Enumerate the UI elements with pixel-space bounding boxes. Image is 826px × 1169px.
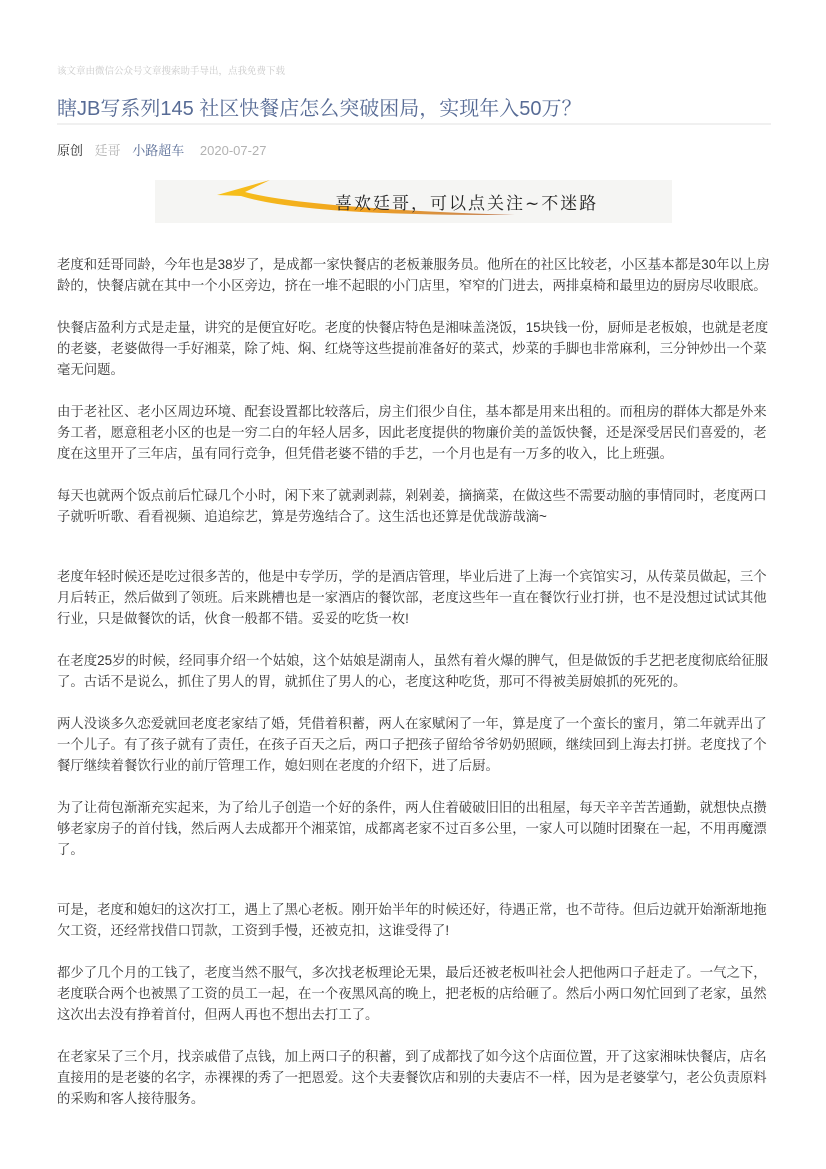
account-link[interactable]: 小路超车 [132,143,185,158]
paragraph-line: 由于老社区、老小区周边环境、配套设置都比较落后，房主们很少自住，基本都是用来出租的。而租房的群体大都是外来 [57,404,767,419]
paragraph-line: 的老婆，老婆做得一手好湘菜，除了炖、焖、红烧等这些提前准备好的菜式，炒菜的手脚也非常麻利，三分钟炒出一个菜 [57,341,767,356]
export-notice-link[interactable]: 该文章由微信公众号文章搜索助手导出，点我免费下载 [57,66,286,77]
paragraph-line: 务工者，愿意租老小区的也是一穷二白的年轻人居多，因此老度提供的物廉价美的盖饭快餐，还是深受居民们喜爱的，老 [57,425,767,440]
author-name: 廷哥 [94,143,121,158]
paragraph [57,485,773,527]
article-meta [57,140,274,159]
follow-banner-image [155,180,672,223]
paragraph-line: 每天也就两个饭点前后忙碌几个小时，闲下来了就剥剥蒜，剁剁姜，摘摘菜，在做这些不需要动脑的事情同时，老度两口 [57,488,767,503]
paragraph [57,713,773,776]
paragraph-line: 在老度25岁的时候，经同事介绍一个姑娘，这个姑娘是湖南人，虽然有着火爆的脾气，但是做饭的手艺把老度彻底给征服 [57,653,769,668]
paragraph-line: 了。古话不是说么，抓住了男人的胃，就抓住了男人的心，老度这种吃货，那可不得被美厨娘抓的死死的。 [57,674,687,689]
paragraph [57,899,773,941]
paragraph-line: 老度年轻时候还是吃过很多苦的，他是中专学历，学的是酒店管理，毕业后进了上海一个宾馆实习，从传菜员做起，三个 [57,569,767,584]
paragraph [57,650,773,692]
paragraph-line: 了。 [57,842,84,857]
paragraph-line: 在老家呆了三个月，找亲戚借了点钱，加上两口子的积蓄，到了成都找了如今这个店面位置，开了这家湘味快餐店，店名 [57,1049,767,1064]
paragraph-line: 龄的，快餐店就在其中一个小区旁边，挤在一堆不起眼的小门店里，窄窄的门进去，两排桌椅和最里边的厨房尽收眼底。 [57,278,767,293]
paragraph-line: 这次出去没有挣着首付，但两人再也不想出去打工了。 [57,1007,379,1022]
paragraph-line: 两人没谈多久恋爱就回老度老家结了婚，凭借着积蓄，两人在家赋闲了一年，算是度了一个蛮长的蜜月，第二年就弄出了 [57,716,767,731]
paragraph-line: 一个儿子。有了孩子就有了责任，在孩子百天之后，两口子把孩子留给爷爷奶奶照顾，继续回到上海去打拼。老度找了个 [57,737,767,752]
title-divider [57,123,771,125]
paragraph [57,254,773,296]
original-badge: 原创 [57,143,84,158]
paragraph-line: 可是，老度和媳妇的这次打工，遇上了黑心老板。刚开始半年的时候还好，待遇正常，也不苛待。但后边就开始渐渐地拖 [57,902,767,917]
empty-paragraph-spacer [57,548,773,566]
paragraph [57,401,773,464]
paragraph-line: 行业，只是做餐饮的话，伙食一般都不错。妥妥的吃货一枚! [57,611,409,626]
paragraph-line: 够老家房子的首付钱，然后两人去成都开个湘菜馆，成都离老家不过百多公里，一家人可以随时团聚在一起，不用再魔漂 [57,821,767,836]
banner-text: 喜欢廷哥，可以点关注~不迷路 [335,194,599,214]
paragraph-line: 欠工资，还经常找借口罚款，工资到手慢，还被克扣，这谁受得了! [57,923,450,938]
paragraph [57,1046,773,1109]
publish-date: 2020-07-27 [199,143,267,158]
paragraph-line: 直接用的是老婆的名字，赤裸裸的秀了一把恩爱。这个夫妻餐饮店和别的夫妻店不一样，因为是老婆掌勺，老公负责原料 [57,1070,767,1085]
paragraph-line: 餐厅继续着餐饮行业的前厅管理工作，媳妇则在老度的介绍下，进了后厨。 [57,758,499,773]
paragraph [57,566,773,629]
paragraph-line: 月后转正，然后做到了领班。后来跳槽也是一家酒店的餐饮部，老度这些年一直在餐饮行业打拼，也不是没想过试试其他 [57,590,767,605]
paragraph-line: 为了让荷包渐渐充实起来，为了给儿子创造一个好的条件，两人住着破破旧旧的出租屋，每天辛辛苦苦通勤，就想快点攒 [57,800,767,815]
paragraph-line: 老度联合两个也被黑了工资的员工一起，在一个夜黑风高的晚上，把老板的店给砸了。然后小两口匆忙回到了老家，虽然 [57,986,767,1001]
paragraph-line: 都少了几个月的工钱了，老度当然不服气，多次找老板理论无果，最后还被老板叫社会人把他两口子赶走了。一气之下， [57,965,767,980]
paragraph [57,797,773,860]
paragraph [57,317,773,380]
paragraph-line: 毫无问题。 [57,362,124,377]
paragraph-line: 老度和廷哥同龄，今年也是38岁了，是成都一家快餐店的老板兼服务员。他所在的社区比较老，小区基本都是30年以上房 [57,257,770,272]
paragraph [57,962,773,1025]
empty-paragraph-spacer [57,881,773,899]
paragraph-line: 度在这里开了三年店，虽有同行竞争，但凭借老婆不错的手艺，一个月也是有一万多的收入，比上班强。 [57,446,673,461]
article-body [57,254,773,1130]
article-title: 瞎JB写系列145 社区快餐店怎么突破困局，实现年入50万？ [57,98,582,120]
paragraph-line: 子就听听歌、看看视频、追追综艺，算是劳逸结合了。这生活也还算是优哉游哉滴~ [57,509,547,524]
paragraph-line: 的采购和客人接待服务。 [57,1091,205,1106]
paragraph-line: 快餐店盈利方式是走量，讲究的是便宜好吃。老度的快餐店特色是湘味盖浇饭，15块钱一份，厨师是老板娘，也就是老度 [57,320,769,335]
